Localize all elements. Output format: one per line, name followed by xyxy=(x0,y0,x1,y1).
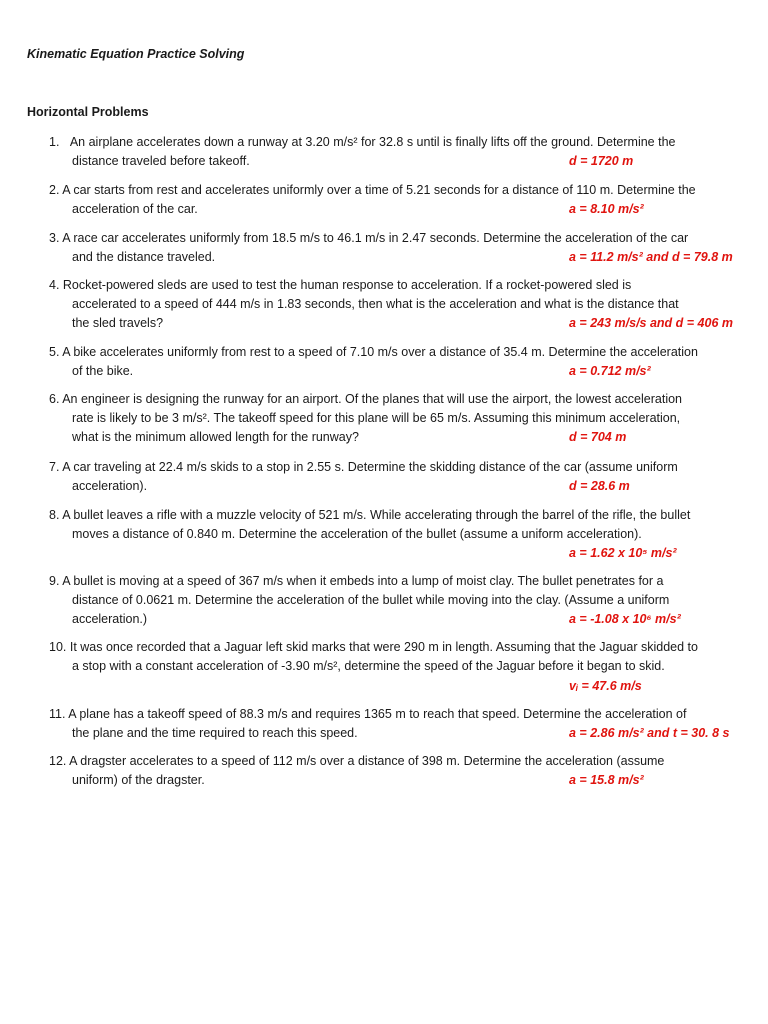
problem-answer: a = -1.08 x 10⁶ m/s² xyxy=(569,612,681,626)
problem-text-first-line: 5. A bike accelerates uniformly from rest to a speed of 7.10 m/s over a distance of 35.4 m. Determine the acceleration xyxy=(49,345,698,359)
problem-text-continuation: a stop with a constant acceleration of -3.90 m/s², determine the speed of the Jaguar before it began to skid. xyxy=(72,659,665,673)
problem-text-continuation: of the bike. xyxy=(72,364,134,378)
problem-text-first-line: 3. A race car accelerates uniformly from 18.5 m/s to 46.1 m/s in 2.47 seconds. Determine the acceleration of the car xyxy=(49,231,689,245)
problem-answer: d = 704 m xyxy=(569,430,627,444)
problem-text-continuation: acceleration). xyxy=(72,479,148,493)
problem-answer: a = 1.62 x 10⁵ m/s² xyxy=(569,546,677,560)
problem-answer: a = 0.712 m/s² xyxy=(569,364,651,378)
problem-text-continuation: acceleration.) xyxy=(72,612,148,626)
problem-text-first-line: 1. An airplane accelerates down a runway at 3.20 m/s² for 32.8 s until is finally lifts off the ground. Determine the xyxy=(49,135,676,149)
document-title: Kinematic Equation Practice Solving xyxy=(27,47,245,61)
problem-text-continuation: uniform) of the dragster. xyxy=(72,773,205,787)
problem-text-first-line: 10. It was once recorded that a Jaguar left skid marks that were 290 m in length. Assuming that the Jaguar skidded to xyxy=(49,640,698,654)
problem-text-continuation: the plane and the time required to reach this speed. xyxy=(72,726,358,740)
problem-text-continuation: distance traveled before takeoff. xyxy=(72,154,250,168)
problem-answer: d = 1720 m xyxy=(569,154,634,168)
problem-text-first-line: 2. A car starts from rest and accelerates uniformly over a time of 5.21 seconds for a distance of 110 m. Determine the xyxy=(49,183,696,197)
problem-answer: a = 243 m/s/s and d = 406 m xyxy=(569,316,733,330)
problem-text-first-line: 11. A plane has a takeoff speed of 88.3 m/s and requires 1365 m to reach that speed. Determine the acceleration of xyxy=(49,707,687,721)
problem-text-continuation: accelerated to a speed of 444 m/s in 1.83 seconds, then what is the acceleration and what is the distance that xyxy=(72,297,679,311)
problem-text-continuation: the sled travels? xyxy=(72,316,164,330)
problem-text-continuation: distance of 0.0621 m. Determine the acceleration of the bullet while moving into the clay. (Assume a uniform xyxy=(72,593,670,607)
problem-answer: a = 11.2 m/s² and d = 79.8 m xyxy=(569,250,733,264)
section-heading: Horizontal Problems xyxy=(27,105,149,119)
problem-answer: a = 2.86 m/s² and t = 30. 8 s xyxy=(569,726,730,740)
problem-text-first-line: 9. A bullet is moving at a speed of 367 m/s when it embeds into a lump of moist clay. The bullet penetrates for a xyxy=(49,574,664,588)
problem-text-continuation: and the distance traveled. xyxy=(72,250,216,264)
problem-text-continuation: acceleration of the car. xyxy=(72,202,198,216)
problem-answer: d = 28.6 m xyxy=(569,479,630,493)
problem-text-continuation: rate is likely to be 3 m/s². The takeoff speed for this plane will be 65 m/s. Assuming this minimum acceleration, xyxy=(72,411,681,425)
problem-text-continuation: what is the minimum allowed length for the runway? xyxy=(72,430,359,444)
problem-answer: vᵢ = 47.6 m/s xyxy=(569,679,642,693)
problem-answer: a = 8.10 m/s² xyxy=(569,202,644,216)
problem-answer: a = 15.8 m/s² xyxy=(569,773,644,787)
problem-text-first-line: 12. A dragster accelerates to a speed of 112 m/s over a distance of 398 m. Determine the acceleration (assume xyxy=(49,754,665,768)
problem-text-first-line: 7. A car traveling at 22.4 m/s skids to a stop in 2.55 s. Determine the skidding distance of the car (assume uniform xyxy=(49,460,678,474)
problem-text-first-line: 6. An engineer is designing the runway for an airport. Of the planes that will use the airport, the lowest acceleration xyxy=(49,392,683,406)
problem-text-first-line: 4. Rocket-powered sleds are used to test the human response to acceleration. If a rocket-powered sled is xyxy=(49,278,632,292)
problem-text-first-line: 8. A bullet leaves a rifle with a muzzle velocity of 521 m/s. While accelerating through the barrel of the rifle, the bullet xyxy=(49,508,691,522)
problem-text-continuation: moves a distance of 0.840 m. Determine the acceleration of the bullet (assume a uniform acceleration). xyxy=(72,527,642,541)
